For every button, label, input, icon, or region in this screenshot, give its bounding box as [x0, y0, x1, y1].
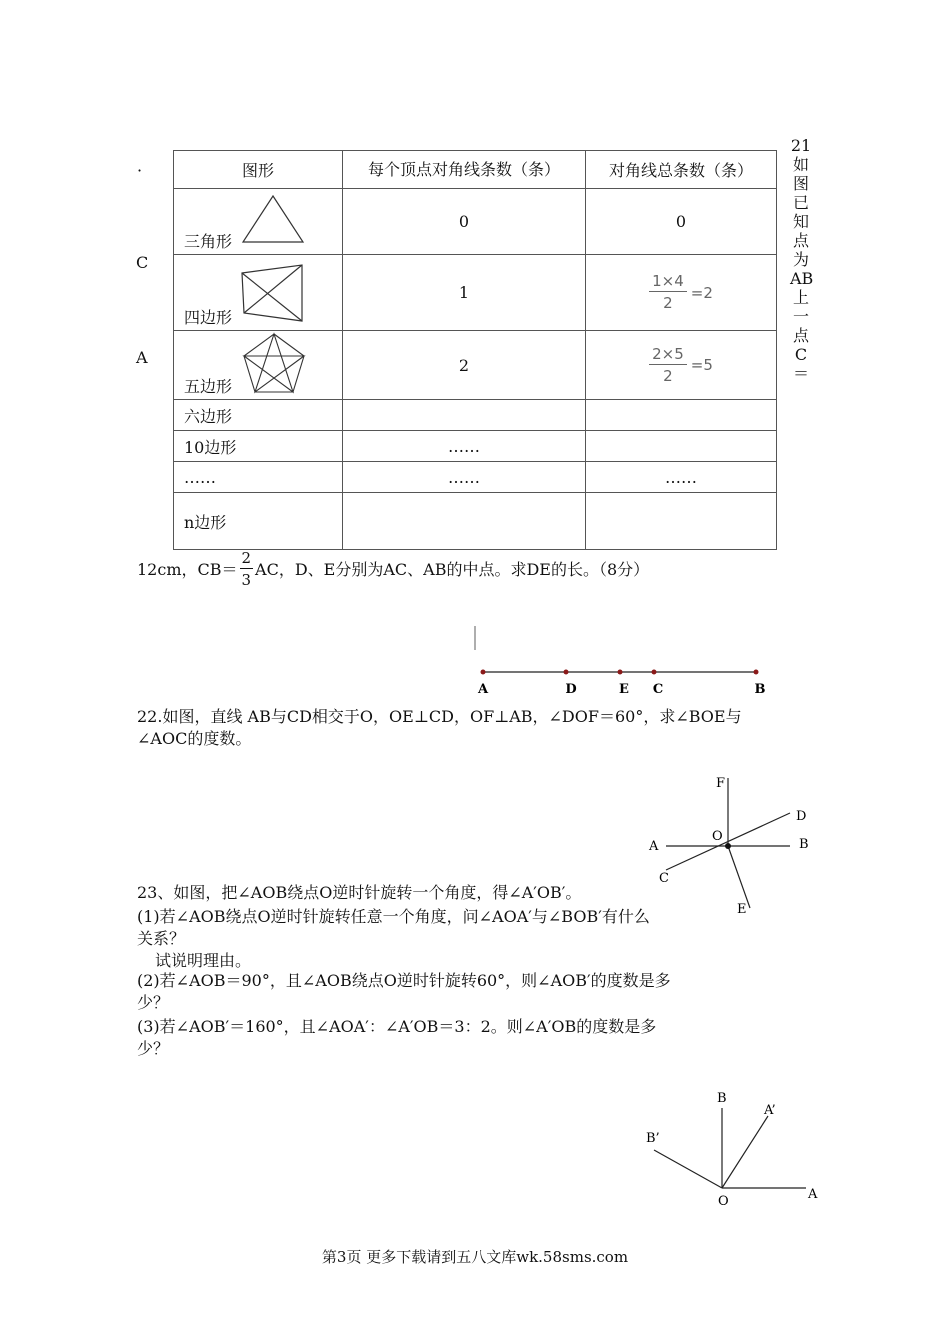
- per-vertex-cell: ……: [343, 462, 586, 493]
- total-cell: [586, 493, 777, 550]
- total-cell: 0: [586, 189, 777, 255]
- q23-p3-line1: (3)若∠AOB′＝160°，且∠AOA′：∠A′OB＝3：2。则∠A′OB的度数是多: [137, 1017, 657, 1036]
- label-e: E: [737, 902, 747, 915]
- label-a-prime: A’: [764, 1103, 776, 1118]
- q23-p1-line3: 试说明理由。: [155, 951, 252, 970]
- table-row: [174, 189, 777, 255]
- point-d: [564, 670, 569, 675]
- label-c: C: [659, 871, 669, 886]
- table-row: [174, 493, 777, 550]
- figure-23: [640, 1088, 830, 1213]
- point-e: [618, 670, 623, 675]
- diagonal-table: [173, 150, 777, 550]
- fraction-result: =5: [690, 356, 713, 374]
- margin-dot: ·: [137, 161, 143, 180]
- q23-p1-line2: 关系？: [137, 929, 186, 948]
- table-row: [174, 462, 777, 493]
- point-a: [481, 670, 486, 675]
- right-vertical-text: 21如图已知点为AB上一点C＝: [790, 136, 814, 383]
- total-cell: [586, 431, 777, 462]
- fraction-numerator: 2×5: [649, 344, 687, 365]
- shape-label: 五边形: [184, 377, 233, 396]
- label-f: F: [716, 776, 726, 791]
- fraction-expression: [649, 271, 713, 314]
- per-vertex-cell: [343, 400, 586, 431]
- table-row: [174, 400, 777, 431]
- total-cell: ……: [586, 462, 777, 493]
- q21-fraction: [240, 548, 254, 591]
- label-o: O: [718, 1194, 729, 1209]
- label-c: C: [652, 682, 664, 697]
- table-row: [174, 431, 777, 462]
- q22-line1: 22.如图，直线 AB与CD相交于O，OE⊥CD，OF⊥AB，∠DOF＝60°，求∠BOE与: [137, 707, 742, 726]
- point-b: [754, 670, 759, 675]
- label-o: O: [712, 829, 723, 844]
- shape-label: 六边形: [174, 400, 343, 431]
- q23-p2-line1: (2)若∠AOB＝90°，且∠AOB绕点O逆时针旋转60°，则∠AOB′的度数是多: [137, 971, 671, 990]
- shape-label: 三角形: [184, 232, 233, 251]
- q23-p3-line2: 少？: [137, 1039, 170, 1058]
- q22-line2: ∠AOC的度数。: [137, 729, 252, 748]
- q21-post: AC，D、E分别为AC、AB的中点。求DE的长。（8分）: [255, 559, 650, 579]
- shape-cell: [174, 331, 343, 400]
- shape-label: 四边形: [184, 308, 233, 327]
- per-vertex-cell: 1: [343, 255, 586, 331]
- margin-letter-c: C: [136, 253, 149, 272]
- ray-ob-prime: [654, 1150, 722, 1188]
- label-a: A: [477, 682, 489, 697]
- triangle-figure: [240, 193, 306, 245]
- shape-cell: [174, 255, 343, 331]
- shape-label: n边形: [174, 493, 343, 550]
- label-b: B: [754, 682, 766, 697]
- label-a: A: [649, 839, 659, 854]
- total-cell: [586, 331, 777, 400]
- q21-fraction-num: 2: [241, 549, 252, 567]
- total-cell: [586, 255, 777, 331]
- table-row: [174, 255, 777, 331]
- point-o: [725, 843, 731, 849]
- q21-text: [137, 548, 649, 591]
- fraction-expression: [649, 344, 713, 387]
- q23-p2-line2: 少？: [137, 993, 170, 1012]
- per-vertex-cell: ……: [343, 431, 586, 462]
- header-shape: 图形: [174, 151, 343, 189]
- per-vertex-cell: 0: [343, 189, 586, 255]
- per-vertex-cell: [343, 493, 586, 550]
- label-d: D: [565, 682, 577, 697]
- label-b-prime: B’: [646, 1131, 660, 1146]
- shape-cell: [174, 189, 343, 255]
- page-footer: 第3页 更多下载请到五八文库wk.58sms.com: [321, 1248, 629, 1266]
- header-per-vertex: 每个顶点对角线条数（条）: [343, 151, 586, 189]
- fraction-denominator: 2: [663, 294, 673, 312]
- header-total: 对角线总条数（条）: [586, 151, 777, 189]
- fraction-numerator: 1×4: [649, 271, 687, 292]
- pentagon-figure: [240, 331, 308, 397]
- fraction-result: =2: [690, 283, 713, 302]
- q23-p1-line1: (1)若∠AOB绕点O逆时针旋转任意一个角度，问∠AOA′与∠BOB′有什么: [137, 907, 650, 926]
- fraction-denominator: 2: [663, 366, 673, 385]
- point-c: [652, 670, 657, 675]
- q21-pre: 12cm，CB＝: [137, 559, 238, 579]
- q23-line1: 23、如图，把∠AOB绕点O逆时针旋转一个角度，得∠A′OB′。: [137, 883, 582, 902]
- label-b: B: [799, 837, 809, 852]
- label-d: D: [796, 809, 807, 824]
- quadrilateral-figure: [236, 259, 308, 325]
- label-a: A: [808, 1187, 818, 1202]
- shape-label: 10边形: [174, 431, 343, 462]
- margin-letter-a: A: [136, 348, 148, 367]
- q21-fraction-den: 3: [241, 571, 252, 589]
- total-cell: [586, 400, 777, 431]
- segment-figure: [460, 620, 780, 700]
- figure-22: [640, 770, 820, 915]
- table-row: [174, 331, 777, 400]
- per-vertex-cell: 2: [343, 331, 586, 400]
- table-header-row: [174, 151, 777, 189]
- ray-oa-prime: [722, 1116, 768, 1188]
- label-b: B: [717, 1091, 727, 1106]
- shape-label: ……: [174, 462, 343, 493]
- label-e: E: [619, 682, 629, 697]
- ray-oe: [728, 846, 750, 908]
